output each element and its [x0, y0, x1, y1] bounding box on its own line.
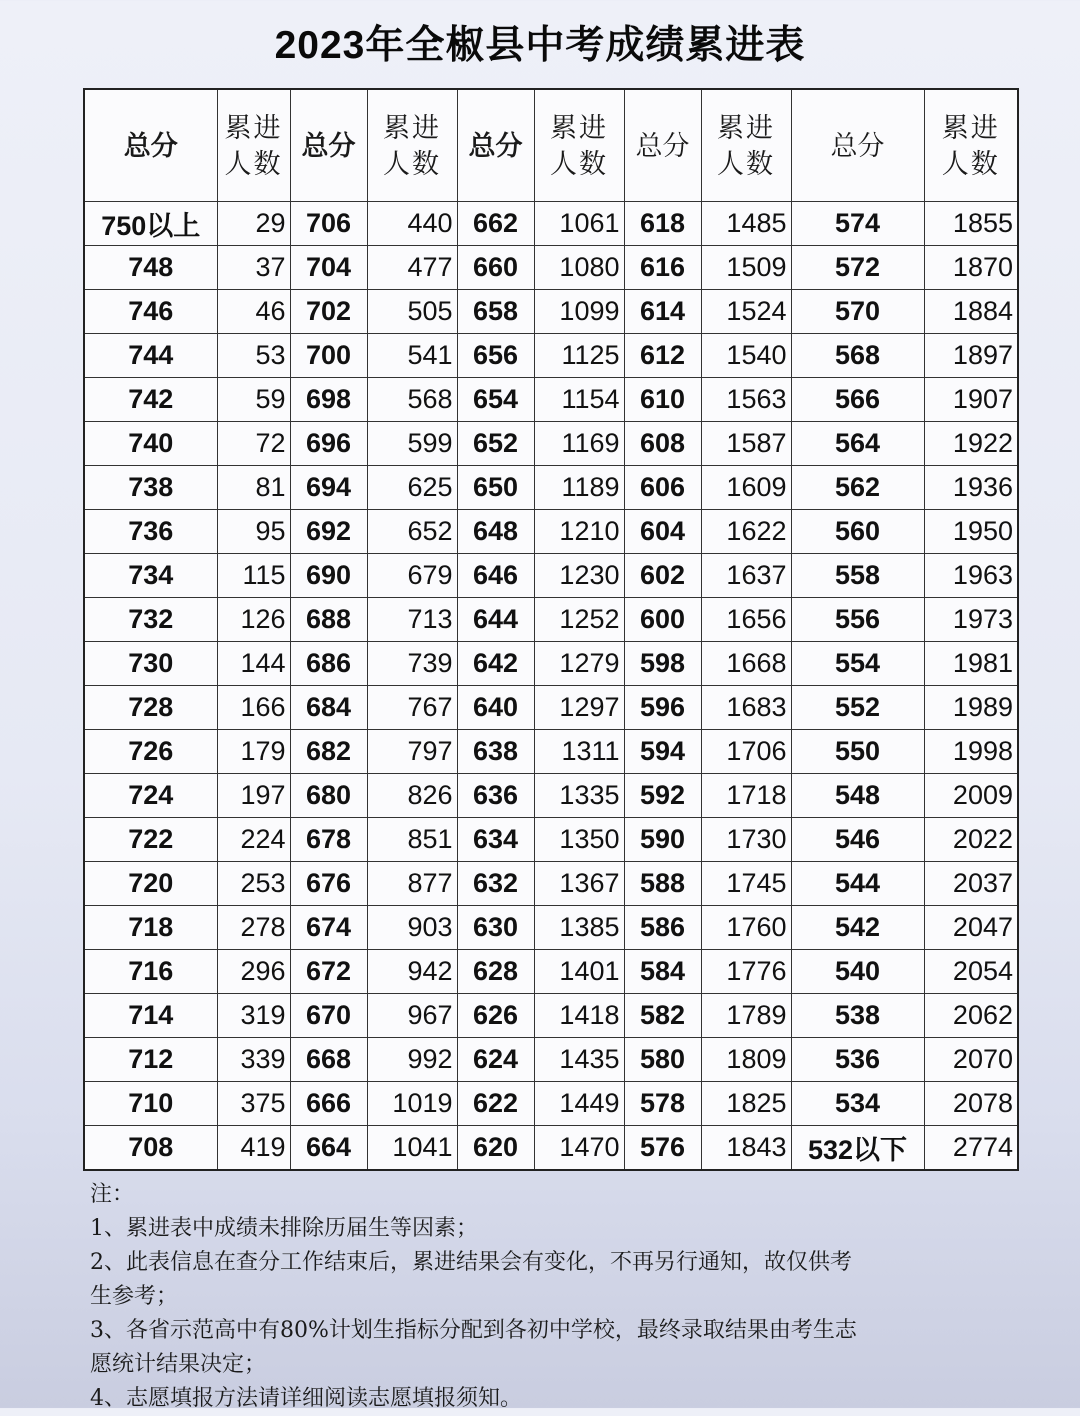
- score-cell: 696: [290, 422, 367, 466]
- cumulative-count-cell: 1019: [367, 1082, 457, 1126]
- score-cell: 602: [624, 554, 701, 598]
- cumulative-count-cell: 95: [217, 510, 290, 554]
- cumulative-count-cell: 1401: [534, 950, 624, 994]
- cumulative-count-cell: 2022: [924, 818, 1018, 862]
- cumulative-count-cell: 625: [367, 466, 457, 510]
- score-cell: 584: [624, 950, 701, 994]
- note-line: 1、累进表中成绩未排除历届生等因素；: [90, 1216, 478, 1241]
- cumulative-count-cell: 1668: [701, 642, 791, 686]
- score-cell: 626: [457, 994, 534, 1038]
- cumulative-count-cell: 1884: [924, 290, 1018, 334]
- cumulative-count-cell: 2037: [924, 862, 1018, 906]
- score-cell: 620: [457, 1126, 534, 1171]
- score-table: [83, 88, 1019, 1171]
- cumulative-count-cell: 1385: [534, 906, 624, 950]
- cumulative-count-cell: 1485: [701, 202, 791, 246]
- cumulative-count-cell: 1989: [924, 686, 1018, 730]
- score-cell: 670: [290, 994, 367, 1038]
- cumulative-count-cell: 1973: [924, 598, 1018, 642]
- score-cell: 728: [84, 686, 217, 730]
- score-cell: 552: [791, 686, 924, 730]
- score-cell: 694: [290, 466, 367, 510]
- cumulative-count-cell: 1760: [701, 906, 791, 950]
- cumulative-count-cell: 1843: [701, 1126, 791, 1171]
- score-cell: 742: [84, 378, 217, 422]
- cumulative-count-cell: 1897: [924, 334, 1018, 378]
- table-row: [84, 642, 1018, 686]
- table-row: [84, 774, 1018, 818]
- header-score: 总分: [624, 89, 701, 202]
- score-cell: 750以上: [84, 202, 217, 246]
- score-cell: 722: [84, 818, 217, 862]
- table-row: [84, 1082, 1018, 1126]
- table-row: [84, 422, 1018, 466]
- score-cell: 600: [624, 598, 701, 642]
- score-cell: 656: [457, 334, 534, 378]
- score-cell: 580: [624, 1038, 701, 1082]
- score-cell: 646: [457, 554, 534, 598]
- score-cell: 740: [84, 422, 217, 466]
- score-cell: 746: [84, 290, 217, 334]
- header-count: 累进人数: [534, 89, 624, 202]
- score-cell: 610: [624, 378, 701, 422]
- score-cell: 574: [791, 202, 924, 246]
- note-line: 2、此表信息在查分工作结束后，累进结果会有变化，不再另行通知，故仅供考: [90, 1250, 852, 1275]
- score-cell: 582: [624, 994, 701, 1038]
- table-body: [84, 202, 1018, 1171]
- score-cell: 732: [84, 598, 217, 642]
- score-cell: 622: [457, 1082, 534, 1126]
- cumulative-count-cell: 179: [217, 730, 290, 774]
- cumulative-count-cell: 942: [367, 950, 457, 994]
- score-cell: 590: [624, 818, 701, 862]
- cumulative-count-cell: 1587: [701, 422, 791, 466]
- score-cell: 708: [84, 1126, 217, 1171]
- cumulative-count-cell: 2047: [924, 906, 1018, 950]
- cumulative-count-cell: 1998: [924, 730, 1018, 774]
- score-cell: 688: [290, 598, 367, 642]
- score-cell: 546: [791, 818, 924, 862]
- cumulative-count-cell: 2078: [924, 1082, 1018, 1126]
- cumulative-count-cell: 767: [367, 686, 457, 730]
- score-cell: 534: [791, 1082, 924, 1126]
- cumulative-count-cell: 1936: [924, 466, 1018, 510]
- cumulative-count-cell: 440: [367, 202, 457, 246]
- cumulative-count-cell: 1252: [534, 598, 624, 642]
- cumulative-count-cell: 877: [367, 862, 457, 906]
- cumulative-count-cell: 37: [217, 246, 290, 290]
- cumulative-count-cell: 652: [367, 510, 457, 554]
- cumulative-count-cell: 296: [217, 950, 290, 994]
- score-cell: 558: [791, 554, 924, 598]
- score-cell: 532以下: [791, 1126, 924, 1171]
- cumulative-count-cell: 992: [367, 1038, 457, 1082]
- score-cell: 674: [290, 906, 367, 950]
- score-cell: 572: [791, 246, 924, 290]
- table-row: [84, 994, 1018, 1038]
- cumulative-count-cell: 851: [367, 818, 457, 862]
- score-cell: 554: [791, 642, 924, 686]
- notes-section: [90, 1178, 1030, 1416]
- score-cell: 662: [457, 202, 534, 246]
- score-cell: 640: [457, 686, 534, 730]
- cumulative-count-cell: 1080: [534, 246, 624, 290]
- score-cell: 550: [791, 730, 924, 774]
- score-cell: 576: [624, 1126, 701, 1171]
- score-cell: 586: [624, 906, 701, 950]
- table-row: [84, 686, 1018, 730]
- table-header-row: [84, 89, 1018, 202]
- cumulative-count-cell: 2054: [924, 950, 1018, 994]
- cumulative-count-cell: 1776: [701, 950, 791, 994]
- cumulative-count-cell: 1230: [534, 554, 624, 598]
- cumulative-count-cell: 1311: [534, 730, 624, 774]
- cumulative-count-cell: 1350: [534, 818, 624, 862]
- table-row: [84, 290, 1018, 334]
- score-cell: 748: [84, 246, 217, 290]
- score-cell: 660: [457, 246, 534, 290]
- cumulative-count-cell: 1154: [534, 378, 624, 422]
- cumulative-count-cell: 126: [217, 598, 290, 642]
- score-cell: 562: [791, 466, 924, 510]
- score-cell: 618: [624, 202, 701, 246]
- cumulative-count-cell: 1099: [534, 290, 624, 334]
- score-cell: 710: [84, 1082, 217, 1126]
- score-cell: 706: [290, 202, 367, 246]
- cumulative-count-cell: 1435: [534, 1038, 624, 1082]
- score-cell: 544: [791, 862, 924, 906]
- header-score: 总分: [290, 89, 367, 202]
- score-cell: 700: [290, 334, 367, 378]
- score-cell: 744: [84, 334, 217, 378]
- score-cell: 638: [457, 730, 534, 774]
- cumulative-count-cell: 1540: [701, 334, 791, 378]
- cumulative-count-cell: 339: [217, 1038, 290, 1082]
- score-cell: 560: [791, 510, 924, 554]
- score-cell: 654: [457, 378, 534, 422]
- note-line: 3、各省示范高中有80%计划生指标分配到各初中学校，最终录取结果由考生志: [90, 1318, 857, 1343]
- cumulative-count-cell: 477: [367, 246, 457, 290]
- cumulative-count-cell: 1470: [534, 1126, 624, 1171]
- table-row: [84, 510, 1018, 554]
- cumulative-count-cell: 1907: [924, 378, 1018, 422]
- cumulative-count-cell: 1825: [701, 1082, 791, 1126]
- cumulative-count-cell: 1981: [924, 642, 1018, 686]
- score-cell: 596: [624, 686, 701, 730]
- cumulative-count-cell: 679: [367, 554, 457, 598]
- note-line: 愿统计结果决定；: [90, 1352, 267, 1377]
- score-cell: 636: [457, 774, 534, 818]
- score-cell: 592: [624, 774, 701, 818]
- cumulative-count-cell: 53: [217, 334, 290, 378]
- score-cell: 630: [457, 906, 534, 950]
- score-cell: 564: [791, 422, 924, 466]
- table-row: [84, 818, 1018, 862]
- score-cell: 678: [290, 818, 367, 862]
- score-cell: 690: [290, 554, 367, 598]
- score-cell: 736: [84, 510, 217, 554]
- score-cell: 734: [84, 554, 217, 598]
- cumulative-count-cell: 1706: [701, 730, 791, 774]
- score-cell: 548: [791, 774, 924, 818]
- cumulative-count-cell: 739: [367, 642, 457, 686]
- score-cell: 616: [624, 246, 701, 290]
- cumulative-count-cell: 1870: [924, 246, 1018, 290]
- score-cell: 686: [290, 642, 367, 686]
- header-score: 总分: [791, 89, 924, 202]
- cumulative-count-cell: 1609: [701, 466, 791, 510]
- cumulative-count-cell: 1809: [701, 1038, 791, 1082]
- cumulative-count-cell: 166: [217, 686, 290, 730]
- table-row: [84, 334, 1018, 378]
- notes-heading: 注：: [90, 1182, 135, 1207]
- score-cell: 692: [290, 510, 367, 554]
- score-cell: 676: [290, 862, 367, 906]
- cumulative-count-cell: 1963: [924, 554, 1018, 598]
- score-cell: 702: [290, 290, 367, 334]
- cumulative-count-cell: 713: [367, 598, 457, 642]
- score-cell: 682: [290, 730, 367, 774]
- table-row: [84, 906, 1018, 950]
- cumulative-count-cell: 278: [217, 906, 290, 950]
- cumulative-count-cell: 1855: [924, 202, 1018, 246]
- score-cell: 540: [791, 950, 924, 994]
- cumulative-count-cell: 144: [217, 642, 290, 686]
- score-cell: 698: [290, 378, 367, 422]
- score-cell: 614: [624, 290, 701, 334]
- cumulative-count-cell: 46: [217, 290, 290, 334]
- score-cell: 604: [624, 510, 701, 554]
- cumulative-count-cell: 1189: [534, 466, 624, 510]
- cumulative-count-cell: 81: [217, 466, 290, 510]
- cumulative-count-cell: 826: [367, 774, 457, 818]
- cumulative-count-cell: 197: [217, 774, 290, 818]
- cumulative-count-cell: 2009: [924, 774, 1018, 818]
- cumulative-count-cell: 1950: [924, 510, 1018, 554]
- score-cell: 632: [457, 862, 534, 906]
- score-cell: 712: [84, 1038, 217, 1082]
- score-cell: 568: [791, 334, 924, 378]
- cumulative-count-cell: 1297: [534, 686, 624, 730]
- cumulative-count-cell: 1367: [534, 862, 624, 906]
- cumulative-count-cell: 419: [217, 1126, 290, 1171]
- score-cell: 684: [290, 686, 367, 730]
- table-row: [84, 246, 1018, 290]
- cumulative-count-cell: 1745: [701, 862, 791, 906]
- table-row: [84, 466, 1018, 510]
- cumulative-count-cell: 1922: [924, 422, 1018, 466]
- score-cell: 720: [84, 862, 217, 906]
- cumulative-count-cell: 541: [367, 334, 457, 378]
- score-cell: 594: [624, 730, 701, 774]
- header-count: 累进人数: [217, 89, 290, 202]
- cumulative-count-cell: 1622: [701, 510, 791, 554]
- table-row: [84, 950, 1018, 994]
- score-cell: 718: [84, 906, 217, 950]
- cumulative-count-cell: 1449: [534, 1082, 624, 1126]
- cumulative-count-cell: 2070: [924, 1038, 1018, 1082]
- cumulative-count-cell: 1789: [701, 994, 791, 1038]
- cumulative-count-cell: 1718: [701, 774, 791, 818]
- cumulative-count-cell: 319: [217, 994, 290, 1038]
- table-row: [84, 378, 1018, 422]
- page-title: 2023年全椒县中考成绩累进表: [274, 24, 806, 67]
- cumulative-count-cell: 1730: [701, 818, 791, 862]
- score-cell: 658: [457, 290, 534, 334]
- header-count: 累进人数: [701, 89, 791, 202]
- cumulative-count-cell: 903: [367, 906, 457, 950]
- score-cell: 648: [457, 510, 534, 554]
- score-cell: 730: [84, 642, 217, 686]
- cumulative-count-cell: 253: [217, 862, 290, 906]
- score-cell: 652: [457, 422, 534, 466]
- cumulative-count-cell: 967: [367, 994, 457, 1038]
- cumulative-count-cell: 1656: [701, 598, 791, 642]
- score-cell: 588: [624, 862, 701, 906]
- cumulative-count-cell: 1061: [534, 202, 624, 246]
- score-cell: 668: [290, 1038, 367, 1082]
- score-cell: 624: [457, 1038, 534, 1082]
- note-line: 4、志愿填报方法请详细阅读志愿填报须知。: [90, 1386, 522, 1411]
- score-cell: 704: [290, 246, 367, 290]
- score-cell: 680: [290, 774, 367, 818]
- cumulative-count-cell: 599: [367, 422, 457, 466]
- cumulative-count-cell: 224: [217, 818, 290, 862]
- header-score: 总分: [84, 89, 217, 202]
- table-row: [84, 554, 1018, 598]
- score-cell: 570: [791, 290, 924, 334]
- cumulative-count-cell: 1125: [534, 334, 624, 378]
- header-count: 累进人数: [367, 89, 457, 202]
- header-count: 累进人数: [924, 89, 1018, 202]
- score-cell: 556: [791, 598, 924, 642]
- header-score: 总分: [457, 89, 534, 202]
- score-cell: 598: [624, 642, 701, 686]
- cumulative-count-cell: 115: [217, 554, 290, 598]
- cumulative-count-cell: 1335: [534, 774, 624, 818]
- cumulative-count-cell: 797: [367, 730, 457, 774]
- score-cell: 606: [624, 466, 701, 510]
- cumulative-count-cell: 1041: [367, 1126, 457, 1171]
- score-cell: 666: [290, 1082, 367, 1126]
- cumulative-count-cell: 1509: [701, 246, 791, 290]
- cumulative-count-cell: 375: [217, 1082, 290, 1126]
- table-row: [84, 1038, 1018, 1082]
- score-cell: 608: [624, 422, 701, 466]
- score-cell: 664: [290, 1126, 367, 1171]
- score-cell: 642: [457, 642, 534, 686]
- cumulative-count-cell: 1210: [534, 510, 624, 554]
- score-cell: 714: [84, 994, 217, 1038]
- cumulative-count-cell: 1683: [701, 686, 791, 730]
- score-cell: 536: [791, 1038, 924, 1082]
- cumulative-count-cell: 1524: [701, 290, 791, 334]
- score-cell: 634: [457, 818, 534, 862]
- cumulative-count-cell: 1563: [701, 378, 791, 422]
- cumulative-count-cell: 29: [217, 202, 290, 246]
- score-cell: 628: [457, 950, 534, 994]
- table-row: [84, 730, 1018, 774]
- score-cell: 724: [84, 774, 217, 818]
- score-cell: 566: [791, 378, 924, 422]
- cumulative-count-cell: 72: [217, 422, 290, 466]
- cumulative-count-cell: 1418: [534, 994, 624, 1038]
- score-cell: 542: [791, 906, 924, 950]
- score-cell: 726: [84, 730, 217, 774]
- cumulative-count-cell: 2774: [924, 1126, 1018, 1171]
- score-cell: 672: [290, 950, 367, 994]
- score-cell: 650: [457, 466, 534, 510]
- score-cell: 738: [84, 466, 217, 510]
- table-row: [84, 1126, 1018, 1171]
- cumulative-count-cell: 1279: [534, 642, 624, 686]
- score-cell: 578: [624, 1082, 701, 1126]
- cumulative-count-cell: 2062: [924, 994, 1018, 1038]
- table-row: [84, 598, 1018, 642]
- cumulative-count-cell: 1637: [701, 554, 791, 598]
- score-cell: 612: [624, 334, 701, 378]
- table-row: [84, 202, 1018, 246]
- score-cell: 538: [791, 994, 924, 1038]
- score-cell: 644: [457, 598, 534, 642]
- note-line: 生参考；: [90, 1284, 179, 1309]
- cumulative-count-cell: 1169: [534, 422, 624, 466]
- table-row: [84, 862, 1018, 906]
- cumulative-count-cell: 59: [217, 378, 290, 422]
- score-cell: 716: [84, 950, 217, 994]
- cumulative-count-cell: 568: [367, 378, 457, 422]
- cumulative-count-cell: 505: [367, 290, 457, 334]
